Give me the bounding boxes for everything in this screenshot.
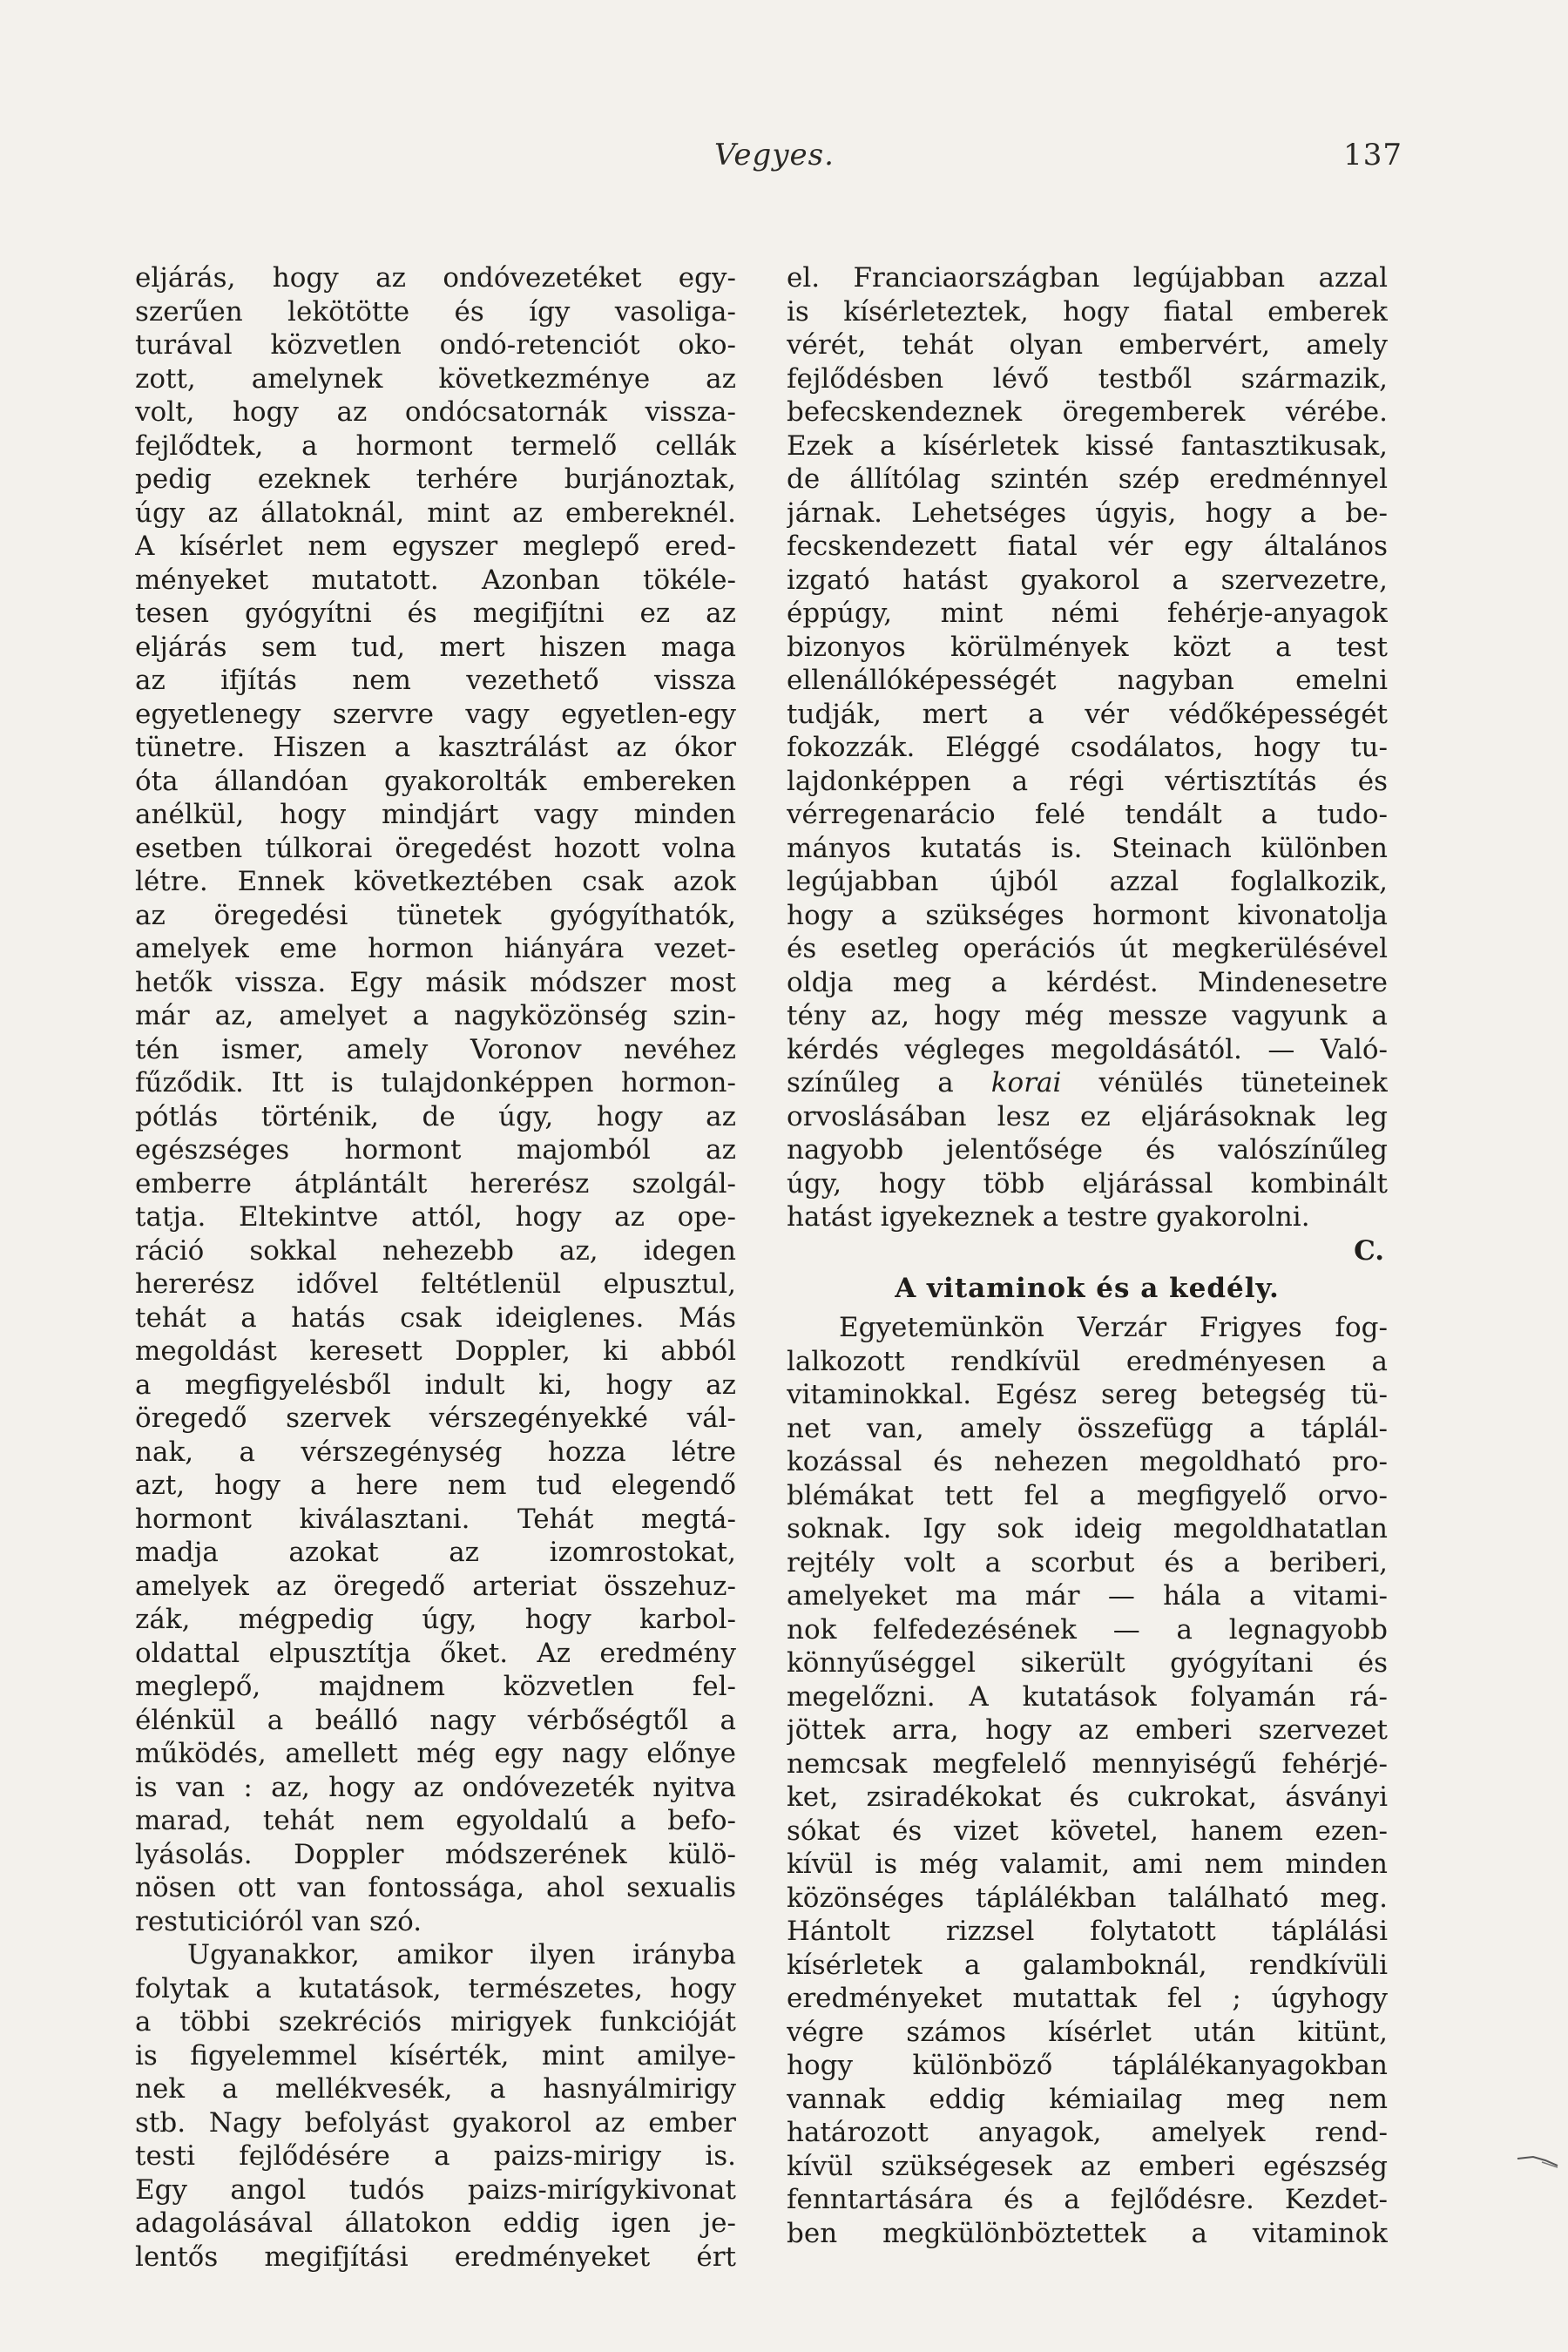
text-line: ket, zsiradékokat és cukrokat, ásványi <box>787 1781 1388 1813</box>
left-column <box>135 261 736 2274</box>
text-line: eljárás, hogy az ondóvezetéket egy- <box>135 262 736 294</box>
text-line: éppúgy, mint némi fehérje-anyagok <box>787 598 1388 629</box>
text-line: már az, amelyet a nagyközönség szin- <box>135 1000 736 1031</box>
text-line: hetők vissza. Egy másik módszer most <box>135 966 736 998</box>
text-line: nagyobb jelentősége és valószínűleg <box>787 1134 1388 1166</box>
text-line: blémákat tett fel a megfigyelő orvo- <box>787 1479 1388 1511</box>
text-line: ményeket mutatott. Azonban tökéle- <box>135 564 736 596</box>
text-line: óta állandóan gyakorolták embereken <box>135 765 736 797</box>
section-title: A vitaminok és a kedély. <box>895 1273 1280 1304</box>
text-line: ráció sokkal nehezebb az, idegen <box>135 1234 736 1267</box>
text-line: közönséges táplálékban található meg. <box>787 1882 1388 1914</box>
text-line: vérregenarácio felé tendált a tudo- <box>787 799 1388 830</box>
text-line: stb. Nagy befolyást gyakorol az ember <box>135 2106 736 2139</box>
text-line: a többi szekréciós mirigyek funkcióját <box>135 2006 736 2038</box>
text-line: hatást igyekeznek a testre gyakorolni. <box>787 1201 1310 1233</box>
text-line: eredményeket mutattak fel ; úgyhogy <box>787 1983 1388 2014</box>
text-fragment: vénülés tüneteinek <box>1061 1067 1388 1098</box>
running-head <box>131 138 1402 181</box>
text-line: fejlődtek, a hormont termelő cellák <box>135 429 736 462</box>
text-line: és esetleg operációs út megkerülésével <box>787 933 1388 964</box>
text-line: amelyek az öregedő arteriat összehuz- <box>135 1570 736 1602</box>
italic-word: korai <box>990 1067 1062 1098</box>
text-line: kívül szükségesek az emberi egészség <box>787 2150 1388 2182</box>
text-line: hogy különböző táplálékanyagokban <box>787 2050 1388 2081</box>
text-line: kozással és nehezen megoldható pro- <box>787 1446 1388 1477</box>
text-fragment: színűleg a <box>787 1067 991 1098</box>
text-line: folytak a kutatások, természetes, hogy <box>135 1972 736 2004</box>
text-line: lajdonképpen a régi vértisztítás és <box>787 765 1388 797</box>
text-line: net van, amely összefügg a táplál- <box>787 1412 1388 1444</box>
text-line: megoldást keresett Doppler, ki abból <box>135 1335 736 1367</box>
text-line: bizonyos körülmények közt a test <box>787 631 1388 663</box>
text-line: Ezek a kísérletek kissé fantasztikusak, <box>787 429 1388 462</box>
text-line: lentős megifjítási eredményeket ért <box>135 2240 736 2273</box>
text-line: könnyűséggel sikerült gyógyítani és <box>787 1647 1388 1679</box>
text-line: hogy a szükséges hormont kivonatolja <box>787 899 1388 931</box>
text-line: tudják, mert a vér védőképességét <box>787 698 1388 730</box>
text-line: marad, tehát nem egyoldalú a befo- <box>135 1805 736 1836</box>
text-line: restuticióról van szó. <box>135 1905 422 1937</box>
text-line: úgy az állatoknál, mint az embereknél. <box>135 497 736 529</box>
text-line: nemcsak megfelelő mennyiségű fehérjé- <box>787 1747 1388 1780</box>
text-line: is figyelemmel kísérték, mint amilye- <box>135 2039 736 2072</box>
text-line: szerűen lekötötte és így vasoliga- <box>135 295 736 328</box>
text-line: tatja. Eltekintve attól, hogy az ope- <box>135 1201 736 1233</box>
text-line <box>787 1066 1388 1100</box>
text-line: emberre átplántált hererész szolgál- <box>135 1167 736 1200</box>
text-line: turával közvetlen ondó-retenciót oko- <box>135 329 736 361</box>
text-line: volt, hogy az ondócsatornák vissza- <box>135 396 736 428</box>
text-line: vitaminokkal. Egész sereg betegség tü- <box>787 1379 1388 1410</box>
text-line: A kísérlet nem egyszer meglepő ered- <box>135 531 736 562</box>
text-line: zott, amelynek következménye az <box>135 362 736 395</box>
text-line: fejlődésben lévő testből származik, <box>787 362 1388 395</box>
text-line: létre. Ennek következtében csak azok <box>135 866 736 897</box>
text-line: működés, amellett még egy nagy előnye <box>135 1738 736 1769</box>
text-line: esetben túlkorai öregedést hozott volna <box>135 832 736 864</box>
text-line: oldattal elpusztítja őket. Az eredmény <box>135 1637 736 1669</box>
text-line: legújabban újból azzal foglalkozik, <box>787 866 1388 897</box>
text-line: vérét, tehát olyan embervért, amely <box>787 329 1388 361</box>
text-line: végre számos kísérlet után kitünt, <box>787 2016 1388 2048</box>
scan-mark-icon <box>1516 2152 1559 2169</box>
text-line: tünetre. Hiszen a kasztrálást az ókor <box>135 732 736 763</box>
text-line: anélkül, hogy mindjárt vagy minden <box>135 799 736 830</box>
text-line: oldja meg a kérdést. Mindenesetre <box>787 966 1388 998</box>
text-line: is van : az, hogy az ondóvezeték nyitva <box>135 1771 736 1803</box>
text-line: az öregedési tünetek gyógyíthatók, <box>135 899 736 931</box>
text-line: el. Franciaországban legújabban azzal <box>787 262 1388 294</box>
text-line: vannak eddig kémiailag meg nem <box>787 2083 1388 2115</box>
text-line: de állítólag szintén szép eredménnyel <box>787 463 1388 495</box>
text-line: sókat és vizet követel, hanem ezen- <box>787 1815 1388 1847</box>
text-line: tesen gyógyítni és megifjítni ez az <box>135 598 736 629</box>
text-line: jöttek arra, hogy az emberi szervezet <box>787 1714 1388 1746</box>
text-line: zák, mégpedig úgy, hogy karbol- <box>135 1604 736 1635</box>
text-line: tény az, hogy még messze vagyunk a <box>787 1000 1388 1031</box>
text-line: tén ismer, amely Voronov nevéhez <box>135 1033 736 1065</box>
text-line: Hántolt rizzsel folytatott táplálási <box>787 1916 1388 1947</box>
text-line: Ugyanakkor, amikor ilyen irányba <box>187 1939 736 1970</box>
text-line: madja azokat az izomrostokat, <box>135 1537 736 1568</box>
text-line: soknak. Igy sok ideig megoldhatatlan <box>787 1513 1388 1544</box>
text-line: tehát a hatás csak ideiglenes. Más <box>135 1301 736 1334</box>
text-line: járnak. Lehetséges úgyis, hogy a be- <box>787 497 1388 529</box>
text-line: öregedő szervek vérszegényekké vál- <box>135 1402 736 1434</box>
right-column <box>787 261 1388 2250</box>
text-line: Egyetemünkön Verzár Frigyes fog- <box>839 1312 1388 1343</box>
text-line: testi fejlődésére a paizs-mirigy is. <box>135 2140 736 2172</box>
text-line: ben megkülönböztettek a vitaminok <box>787 2217 1388 2249</box>
text-line: nak, a vérszegénység hozza létre <box>135 1436 736 1468</box>
text-line: ellenállóképességét nagyban emelni <box>787 665 1388 696</box>
text-line: egészséges hormont majomból az <box>135 1134 736 1166</box>
text-line: is kísérleteztek, hogy fiatal emberek <box>787 295 1388 328</box>
text-line: pótlás történik, de úgy, hogy az <box>135 1100 736 1132</box>
text-line: izgató hatást gyakorol a szervezetre, <box>787 564 1388 596</box>
text-line: orvoslásában lesz ez eljárásoknak leg <box>787 1100 1388 1132</box>
text-line: hererész idővel feltétlenül elpusztul, <box>135 1268 736 1300</box>
text-line: rejtély volt a scorbut és a beriberi, <box>787 1546 1388 1578</box>
text-line: amelyek eme hormon hiányára vezet- <box>135 933 736 964</box>
text-line: nösen ott van fontossága, ahol sexualis <box>135 1872 736 1903</box>
text-line: úgy, hogy több eljárással kombinált <box>787 1167 1388 1200</box>
text-line: kívül is még valamit, ami nem minden <box>787 1848 1388 1880</box>
text-line: meglepő, majdnem közvetlen fel- <box>135 1671 736 1702</box>
text-line: fecskendezett fiatal vér egy általános <box>787 531 1388 562</box>
text-line: Egy angol tudós paizs-mirígykivonat <box>135 2173 736 2206</box>
text-line: hormont kiválasztani. Tehát megtá- <box>135 1503 736 1535</box>
text-line: mányos kutatás is. Steinach különben <box>787 832 1388 864</box>
running-title: Vegyes. <box>714 138 835 172</box>
page-number: 137 <box>1343 138 1402 172</box>
author-signature: C. <box>1354 1234 1384 1267</box>
text-line: kísérletek a galamboknál, rendkívüli <box>787 1949 1388 1981</box>
text-line: fenntartására és a fejlődésre. Kezdet- <box>787 2184 1388 2215</box>
text-line: egyetlenegy szervre vagy egyetlen-egy <box>135 698 736 730</box>
text-line: azt, hogy a here nem tud elegendő <box>135 1470 736 1501</box>
text-line: eljárás sem tud, mert hiszen maga <box>135 631 736 663</box>
text-line: lalkozott rendkívül eredményesen a <box>787 1345 1388 1377</box>
text-line: nek a mellékvesék, a hasnyálmirigy <box>135 2073 736 2105</box>
text-line: fűződik. Itt is tulajdonképpen hormon- <box>135 1067 736 1098</box>
text-line: pedig ezeknek terhére burjánoztak, <box>135 463 736 495</box>
text-line: adagolásával állatokon eddig igen je- <box>135 2207 736 2239</box>
text-line: a megfigyelésből indult ki, hogy az <box>135 1369 736 1401</box>
text-line: élénkül a beálló nagy vérbőségtől a <box>135 1704 736 1736</box>
text-line: nok felfedezésének — a legnagyobb <box>787 1613 1388 1646</box>
text-line: amelyeket ma már — hála a vitami- <box>787 1580 1388 1612</box>
text-line: lyásolás. Doppler módszerének külö- <box>135 1838 736 1870</box>
text-line: határozott anyagok, amelyek rend- <box>787 2117 1388 2148</box>
text-line: kérdés végleges megoldásától. — Való- <box>787 1033 1388 1065</box>
text-line: befecskendeznek öregemberek vérébe. <box>787 396 1388 428</box>
text-line: megelőzni. A kutatások folyamán rá- <box>787 1680 1388 1713</box>
text-line: fokozzák. Eléggé csodálatos, hogy tu- <box>787 732 1388 763</box>
text-line: az ifjítás nem vezethető vissza <box>135 665 736 696</box>
